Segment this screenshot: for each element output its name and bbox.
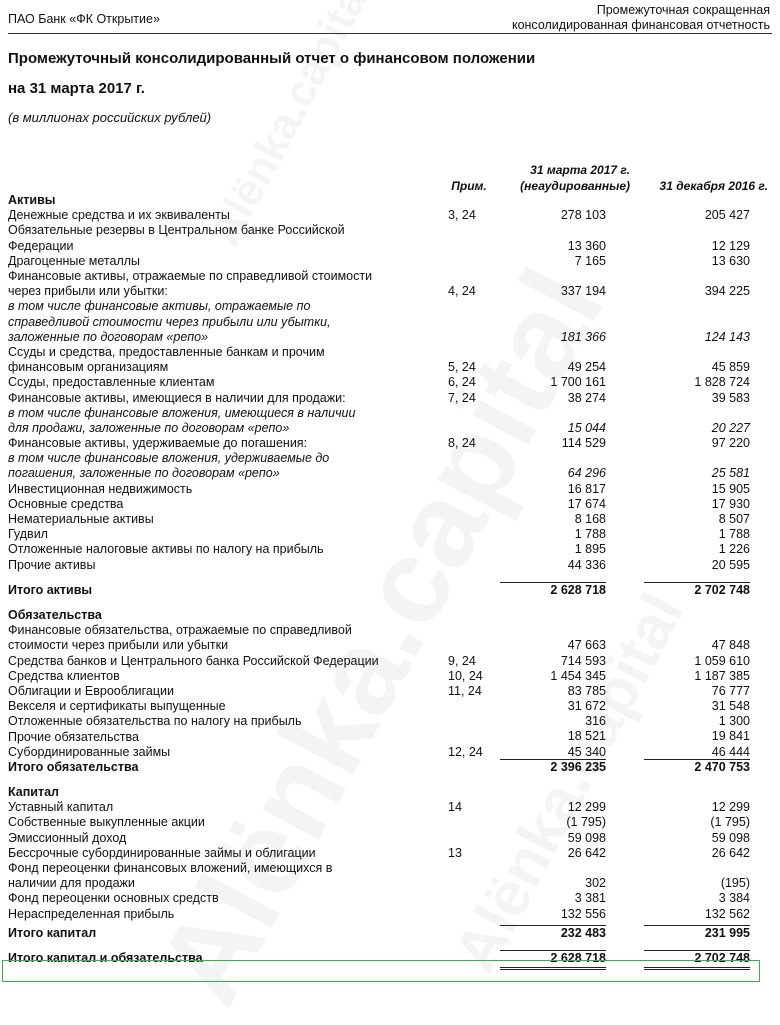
table-row xyxy=(8,208,772,223)
row-label: Нематериальные активы xyxy=(8,512,154,527)
row-label: Собственные выкупленные акции xyxy=(8,815,205,830)
table-row xyxy=(8,831,772,846)
table-row xyxy=(8,846,772,861)
value-prior: 1 788 xyxy=(718,527,750,542)
table-row xyxy=(8,542,772,557)
value-current: 132 556 xyxy=(560,906,606,921)
table-row xyxy=(8,345,772,375)
header-divider xyxy=(8,33,772,34)
row-label: Бессрочные субординированные займы и облигации xyxy=(8,845,316,860)
value-prior: 20 595 xyxy=(711,557,750,572)
row-note: 4, 24 xyxy=(448,284,476,299)
row-label: в том числе финансовые активы, отражаемые по справедливой стоимости через прибыли или убытки, заложенные по договорам «репо» xyxy=(8,299,331,344)
value-prior: 39 583 xyxy=(711,390,750,405)
row-label: Итого активы xyxy=(8,582,93,597)
table-row xyxy=(8,714,772,729)
row-label: Уставный капитал xyxy=(8,800,114,815)
value-current: 16 817 xyxy=(567,481,606,496)
table-row xyxy=(8,558,772,573)
row-label: Драгоценные металлы xyxy=(8,253,141,268)
value-prior: 231 995 xyxy=(704,925,750,940)
value-current: 1 700 161 xyxy=(550,375,606,390)
column-header-prior: 31 декабря 2016 г. xyxy=(659,179,768,193)
page-title: Промежуточный консолидированный отчет о финансовом положении xyxy=(8,50,536,67)
value-prior: 45 859 xyxy=(711,360,750,375)
table-row xyxy=(8,891,772,906)
value-current: 8 168 xyxy=(574,512,606,527)
value-prior: 394 225 xyxy=(704,284,750,299)
table-row xyxy=(8,223,772,253)
row-label: Ссуды и средства, предоставленные банкам и прочим финансовым организациям xyxy=(8,344,325,375)
value-prior: 1 226 xyxy=(718,542,750,557)
highlight-box xyxy=(2,960,760,982)
table-row xyxy=(8,861,772,891)
value-current: 316 xyxy=(585,714,606,729)
row-label: в том числе финансовые вложения, удерживаемые до погашения, заложенные по договорам «репо» xyxy=(8,451,330,481)
row-label: Итого капитал и обязательства xyxy=(8,950,203,965)
value-current: 181 366 xyxy=(560,329,606,344)
value-prior: 26 642 xyxy=(711,845,750,860)
value-current: 232 483 xyxy=(560,925,606,940)
table-row xyxy=(8,527,772,542)
value-current: 26 642 xyxy=(567,845,606,860)
row-note: 12, 24 xyxy=(448,744,483,759)
value-prior: 13 630 xyxy=(711,253,750,268)
column-header-current-date: 31 марта 2017 г. xyxy=(530,163,630,177)
value-prior: (1 795) xyxy=(710,815,750,830)
total-rule xyxy=(644,950,750,951)
total-rule xyxy=(500,950,606,951)
row-label: Обязательные резервы в Центральном банке Российской Федерации xyxy=(8,223,345,253)
total-rule xyxy=(500,759,606,760)
row-label: Ссуды, предоставленные клиентам xyxy=(8,375,215,390)
value-prior: 1 300 xyxy=(718,714,750,729)
value-current: 49 254 xyxy=(567,360,606,375)
row-note: 9, 24 xyxy=(448,653,476,668)
table-row xyxy=(8,391,772,406)
table-row xyxy=(8,512,772,527)
row-label: Финансовые активы, отражаемые по справедливой стоимости через прибыли или убытки: xyxy=(8,268,373,299)
value-prior: 3 384 xyxy=(718,891,750,906)
row-label: в том числе финансовые вложения, имеющиеся в наличии для продажи, заложенные по договорам «репо» xyxy=(8,405,356,435)
value-current: 12 299 xyxy=(567,800,606,815)
row-note: 11, 24 xyxy=(448,683,482,698)
value-current: 2 396 235 xyxy=(550,759,606,774)
value-prior: 17 930 xyxy=(711,496,750,511)
page-title-date: на 31 марта 2017 г. xyxy=(8,80,145,97)
value-current: 1 895 xyxy=(574,542,606,557)
value-current: (1 795) xyxy=(566,815,606,830)
value-current: 31 672 xyxy=(567,699,606,714)
row-label: Фонд переоценки основных средств xyxy=(8,891,219,906)
row-label: Денежные средства и их эквиваленты xyxy=(8,208,230,223)
total-rule xyxy=(644,582,750,583)
row-note: 6, 24 xyxy=(448,375,476,390)
value-current: 38 274 xyxy=(567,390,606,405)
row-note: 3, 24 xyxy=(448,208,476,223)
row-label: Финансовые активы, удерживаемые до погашения: xyxy=(8,436,308,451)
value-prior: 2 702 748 xyxy=(694,950,750,965)
value-current: 47 663 xyxy=(567,638,606,653)
row-label: Активы xyxy=(8,193,56,207)
row-label: Обязательства xyxy=(8,607,102,622)
row-label: Финансовые активы, имеющиеся в наличии для продажи: xyxy=(8,390,346,405)
value-current: 7 165 xyxy=(574,253,606,268)
table-row xyxy=(8,907,772,922)
row-note: 8, 24 xyxy=(448,436,476,451)
value-prior: 46 444 xyxy=(711,744,750,759)
value-prior: 97 220 xyxy=(711,436,750,451)
value-current: 17 674 xyxy=(567,496,606,511)
table-row xyxy=(8,800,772,815)
value-prior: 31 548 xyxy=(711,699,750,714)
table-row xyxy=(8,684,772,699)
table-row xyxy=(8,451,772,481)
value-prior: 59 098 xyxy=(711,830,750,845)
value-current: 3 381 xyxy=(574,891,606,906)
table-row xyxy=(8,815,772,830)
table-row xyxy=(8,608,772,623)
value-current: 114 529 xyxy=(561,436,606,451)
row-label: Инвестиционная недвижимость xyxy=(8,481,193,496)
table-row xyxy=(8,669,772,684)
table-row xyxy=(8,497,772,512)
row-label: Фонд переоценки финансовых вложений, имеющихся в наличии для продажи xyxy=(8,861,333,891)
value-prior: 20 227 xyxy=(711,420,750,435)
total-rule xyxy=(500,925,606,926)
row-label: Гудвил xyxy=(8,527,48,542)
value-current: 45 340 xyxy=(567,744,606,759)
table-row xyxy=(8,436,772,451)
row-label: Субординированные займы xyxy=(8,744,171,759)
column-header-current-status: (неаудированные) xyxy=(520,179,630,193)
row-label: Прочие активы xyxy=(8,557,96,572)
value-current: 337 194 xyxy=(560,284,606,299)
table-row xyxy=(8,730,772,745)
value-current: 64 296 xyxy=(567,466,606,481)
row-note: 14 xyxy=(448,800,462,815)
table-row xyxy=(8,406,772,436)
table-row xyxy=(8,926,772,941)
value-current: 714 593 xyxy=(560,653,606,668)
value-prior: 1 187 385 xyxy=(694,668,750,683)
value-prior: 8 507 xyxy=(718,512,750,527)
value-prior: 132 562 xyxy=(704,906,750,921)
value-prior: 1 059 610 xyxy=(694,653,750,668)
row-label: Облигации и Еврооблигации xyxy=(8,683,174,698)
value-prior: 15 905 xyxy=(711,481,750,496)
report-type-line1: Промежуточная сокращенная xyxy=(596,3,770,17)
table-row xyxy=(8,299,772,345)
row-note: 10, 24 xyxy=(448,668,483,683)
row-note: 7, 24 xyxy=(448,390,476,405)
table-row xyxy=(8,745,772,760)
table-row xyxy=(8,269,772,299)
total-rule xyxy=(500,582,606,583)
units-note: (в миллионах российских рублей) xyxy=(8,110,212,125)
row-label: Капитал xyxy=(8,785,59,800)
table-row xyxy=(8,785,772,800)
row-label: Основные средства xyxy=(8,496,124,511)
value-current: 15 044 xyxy=(567,420,606,435)
bank-name: ПАО Банк «ФК Открытие» xyxy=(8,12,160,26)
row-label: Итого капитал xyxy=(8,925,97,940)
row-label: Векселя и сертификаты выпущенные xyxy=(8,699,226,714)
value-prior: 205 427 xyxy=(704,208,750,223)
value-prior: (195) xyxy=(720,876,750,891)
value-current: 13 360 xyxy=(567,238,606,253)
balance-sheet-table xyxy=(8,193,772,966)
row-label: Нераспределенная прибыль xyxy=(8,906,175,921)
row-label: Средства банков и Центрального банка Российской Федерации xyxy=(8,653,379,668)
row-label: Финансовые обязательства, отражаемые по справедливой стоимости через прибыли или убытки xyxy=(8,623,352,653)
row-label: Средства клиентов xyxy=(8,668,120,683)
value-prior: 2 702 748 xyxy=(694,582,750,597)
value-prior: 124 143 xyxy=(704,329,750,344)
row-label: Отложенные налоговые активы по налогу на прибыль xyxy=(8,542,324,557)
value-prior: 25 581 xyxy=(711,466,750,481)
value-prior: 47 848 xyxy=(711,638,750,653)
value-current: 83 785 xyxy=(567,683,606,698)
total-rule xyxy=(644,925,750,926)
row-note: 13 xyxy=(448,845,462,860)
value-prior: 76 777 xyxy=(711,683,750,698)
value-prior: 12 299 xyxy=(711,800,750,815)
table-row xyxy=(8,699,772,714)
table-row xyxy=(8,482,772,497)
table-row xyxy=(8,623,772,653)
value-current: 1 454 345 xyxy=(550,668,606,683)
report-type-line2: консолидированная финансовая отчетность xyxy=(511,18,770,32)
value-current: 18 521 xyxy=(567,729,606,744)
table-row xyxy=(8,254,772,269)
value-current: 302 xyxy=(585,876,606,891)
value-current: 59 098 xyxy=(567,830,606,845)
row-label: Итого обязательства xyxy=(8,759,139,774)
value-current: 44 336 xyxy=(567,557,606,572)
table-row xyxy=(8,583,772,598)
total-rule xyxy=(644,759,750,760)
value-prior: 12 129 xyxy=(711,238,750,253)
value-current: 2 628 718 xyxy=(550,582,606,597)
value-prior: 19 841 xyxy=(711,729,750,744)
value-prior: 2 470 753 xyxy=(694,759,750,774)
row-note: 5, 24 xyxy=(448,360,476,375)
row-label: Эмиссионный доход xyxy=(8,830,127,845)
value-prior: 1 828 724 xyxy=(694,375,750,390)
column-header-note: Прим. xyxy=(451,179,487,193)
value-current: 278 103 xyxy=(560,208,606,223)
report-type xyxy=(512,3,770,33)
value-current: 2 628 718 xyxy=(550,950,606,965)
table-row xyxy=(8,654,772,669)
table-row xyxy=(8,760,772,775)
row-label: Прочие обязательства xyxy=(8,729,139,744)
table-row xyxy=(8,193,772,208)
row-label: Отложенные обязательства по налогу на прибыль xyxy=(8,714,302,729)
value-current: 1 788 xyxy=(574,527,606,542)
table-row xyxy=(8,375,772,390)
